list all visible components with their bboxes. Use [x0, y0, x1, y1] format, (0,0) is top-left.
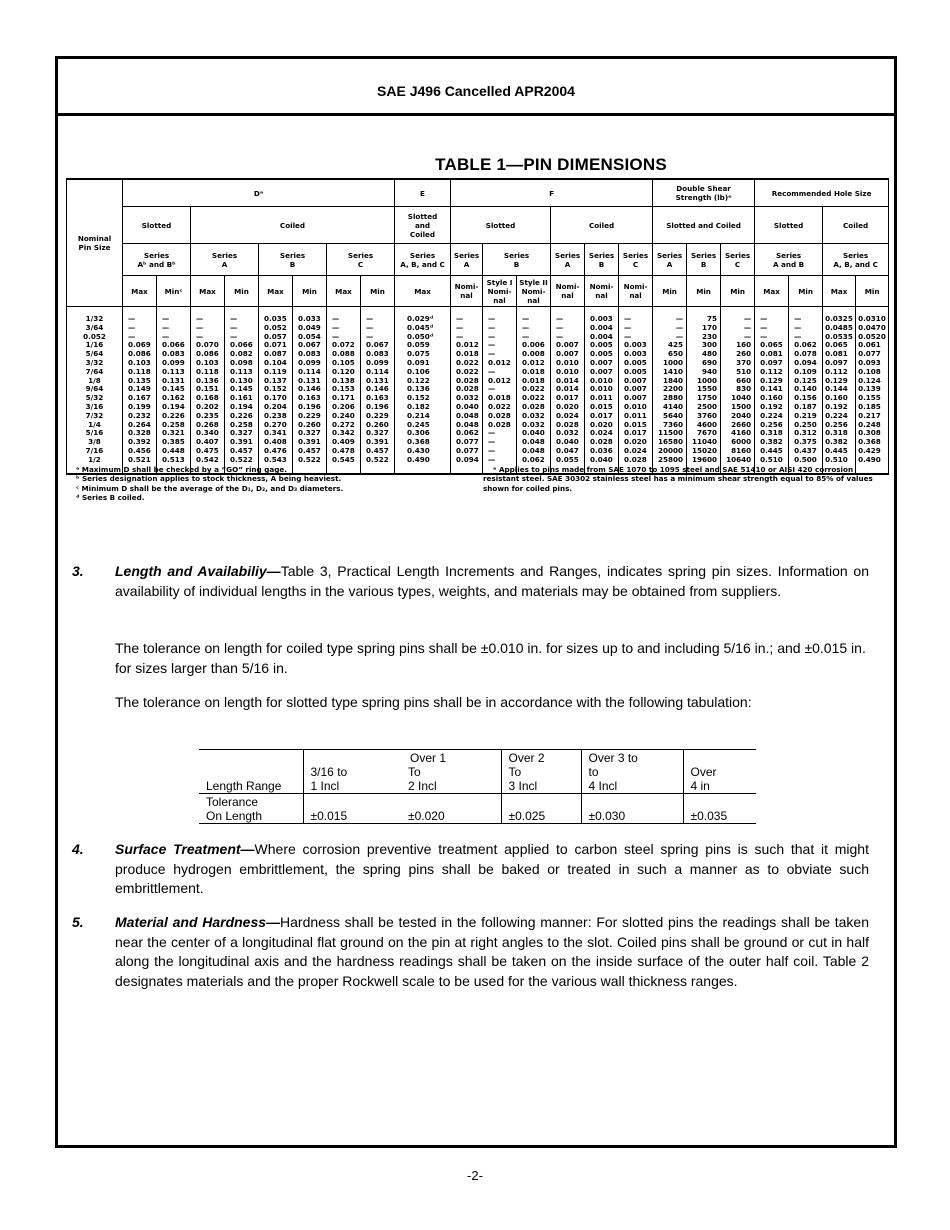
table1-footnotes-left	[76, 465, 476, 503]
col-min: Min	[225, 276, 259, 307]
col-max: Max	[395, 276, 451, 307]
tolerance-4: ±0.030	[581, 794, 683, 824]
section-3-title: Length and Availabiliy—	[115, 563, 281, 579]
d-series-c-header: Series C	[327, 244, 395, 276]
section-3-text: Table 3, Practical Length Increments and Ranges, indicates spring pin sizes. Information on availability of individual lengths in the various types, weights, and materials may be obtained from suppliers.	[115, 563, 869, 599]
col-min: Min	[721, 276, 755, 307]
col-min: Min	[653, 276, 687, 307]
section-4-title: Surface Treatment—	[115, 841, 255, 857]
f-slotted-header: Slotted	[451, 207, 551, 244]
table1-title: TABLE 1—PIN DIMENSIONS	[435, 155, 667, 174]
pin-dimensions-table	[66, 178, 889, 475]
tolerance-5: ±0.035	[683, 794, 756, 824]
footnote-b: ᵇ Series designation applies to stock thickness, A being heaviest.	[76, 474, 342, 484]
d-series-ab-header: Series Aᵇ and Bᵇ	[123, 244, 191, 276]
tolerance-1: ±0.015	[303, 794, 401, 824]
footnote-d: ᵈ Series B coiled.	[76, 493, 145, 503]
d-series-a-header: Series A	[191, 244, 259, 276]
tolerance-3: ±0.025	[501, 794, 581, 824]
section-3-para3: The tolerance on length for slotted type spring pins shall be in accordance with the following tabulation:	[115, 694, 752, 710]
hole-slotted-max: — — — 0.065 0.081 0.097 0.112 0.129 0.141 0.160 0.192 0.224 0.256 0.318 0.382 0.445 0.510	[755, 307, 789, 474]
d-coiled-b-max: 0.035 0.052 0.057 0.071 0.087 0.104 0.119 0.137 0.152 0.170 0.204 0.238 0.270 0.341 0.408 0.476 0.543	[259, 307, 293, 474]
f-coiled-series-b-header: Series B	[585, 244, 619, 276]
document-header	[58, 59, 894, 116]
e-series-abc-header: Series A, B, and C	[395, 244, 451, 276]
section-3-body	[115, 562, 869, 601]
tolerance-label: Tolerance On Length	[199, 794, 303, 824]
nominal-pin-size-header: Nominal Pin Size	[67, 179, 123, 307]
f-coiled-c-nominal: — — — 0.003 0.003 0.005 0.005 0.007 0.007 0.007 0.010 0.011 0.015 0.017 0.020 0.024 0.028	[619, 307, 653, 474]
f-coiled-header: Coiled	[551, 207, 653, 244]
col-style2-nominal: Style II Nomi- nal	[517, 276, 551, 307]
page-frame	[55, 56, 897, 1148]
f-coiled-series-a-header: Series A	[551, 244, 585, 276]
length-range-4: Over 3 to to 4 Incl	[581, 750, 683, 794]
d-slotted-ab-min: — — — 0.066 0.083 0.099 0.113 0.131 0.145 0.162 0.194 0.226 0.258 0.321 0.385 0.448 0.513	[157, 307, 191, 474]
col-max: Max	[755, 276, 789, 307]
hole-series-abc-header: Series A, B, and C	[823, 244, 889, 276]
col-style1-nominal: Style I Nomi- nal	[483, 276, 517, 307]
d-coiled-a-min: — — — 0.066 0.082 0.098 0.113 0.130 0.145 0.161 0.194 0.226 0.258 0.327 0.391 0.457 0.522	[225, 307, 259, 474]
footnote-e-line3: shown for coiled pins.	[483, 483, 573, 493]
table1-footnotes-right	[483, 465, 893, 493]
shear-slotted-coiled-header: Slotted and Coiled	[653, 207, 755, 244]
d-series-b-header: Series B	[259, 244, 327, 276]
d-slotted-header: Slotted	[123, 207, 191, 244]
f-coiled-a-nominal: — — — 0.007 0.007 0.010 0.010 0.014 0.014 0.017 0.020 0.024 0.028 0.032 0.040 0.047 0.055	[551, 307, 585, 474]
length-range-2: Over 1 To 2 Incl	[401, 750, 501, 794]
shear-b-min: 75 170 230 300 480 690 940 1000 1550 1750 2500 3760 4600 7670 11040 15020 19600	[687, 307, 721, 474]
f-slotted-series-b-header: Series B	[483, 244, 551, 276]
col-nominal: Nomi- nal	[619, 276, 653, 307]
group-e-header: E	[395, 179, 451, 207]
length-range-label: Length Range	[199, 750, 303, 794]
footnote-a: ᵃ Maximum D shall be checked by a “GO” ring gage.	[76, 465, 287, 474]
section-3-number: 3.	[72, 563, 84, 579]
section-5-body	[115, 913, 869, 991]
col-max: Max	[259, 276, 293, 307]
f-slotted-b-style1: — — — — — 0.012 — 0.012 — 0.018 0.022 0.028 0.028 — — — —	[483, 307, 517, 474]
hole-slotted-min: — — — 0.062 0.078 0.094 0.109 0.125 0.140 0.156 0.187 0.219 0.250 0.312 0.375 0.437 0.500	[789, 307, 823, 474]
d-coiled-c-min: — — — 0.067 0.083 0.099 0.114 0.131 0.146 0.163 0.196 0.229 0.260 0.327 0.391 0.457 0.522	[361, 307, 395, 474]
col-min: Minᶜ	[157, 276, 191, 307]
d-coiled-a-max: — — — 0.070 0.086 0.103 0.118 0.136 0.151 0.168 0.202 0.235 0.268 0.340 0.407 0.475 0.542	[191, 307, 225, 474]
footnote-e-line2: resistant steel. SAE 30302 stainless steel has a minimum shear strength equal to 85% of values	[483, 474, 873, 484]
col-max: Max	[123, 276, 157, 307]
section-4-body	[115, 840, 869, 899]
f-slotted-series-a-header: Series A	[451, 244, 483, 276]
d-slotted-ab-max: — — — 0.069 0.086 0.103 0.118 0.135 0.149 0.167 0.199 0.232 0.264 0.328 0.392 0.456 0.521	[123, 307, 157, 474]
footnote-e-line1: ᵉ Applies to pins made from SAE 1070 to 1095 steel and SAE 51410 or AISI 420 corrosion	[493, 465, 854, 474]
f-coiled-series-c-header: Series C	[619, 244, 653, 276]
group-d-header: Dᵃ	[123, 179, 395, 207]
length-range-1: 3/16 to 1 Incl	[303, 750, 401, 794]
pin-size-column: 1/32 3/64 0.052 1/16 5/64 3/32 7/64 1/8 9/64 5/32 3/16 7/32 1/4 5/16 3/8 7/16 1/2	[67, 307, 123, 474]
group-shear-header: Double Shear Strength (lb)ᵉ	[653, 179, 755, 207]
tolerance-2: ±0.020	[401, 794, 501, 824]
length-range-3: Over 2 To 3 Incl	[501, 750, 581, 794]
e-slotted-coiled-header: Slotted and Coiled	[395, 207, 451, 244]
d-coiled-b-min: 0.033 0.049 0.054 0.067 0.083 0.099 0.114 0.131 0.146 0.163 0.196 0.229 0.260 0.327 0.391 0.457 0.522	[293, 307, 327, 474]
col-max: Max	[823, 276, 856, 307]
col-min: Min	[856, 276, 889, 307]
col-min: Min	[687, 276, 721, 307]
e-max: 0.029ᵈ 0.045ᵈ 0.050ᵈ 0.059 0.075 0.091 0.106 0.122 0.136 0.152 0.182 0.214 0.245 0.306 0.368 0.430 0.490	[395, 307, 451, 474]
section-5-title: Material and Hardness—	[115, 914, 281, 930]
col-nominal: Nomi- nal	[451, 276, 483, 307]
section-3-para2: The tolerance on length for coiled type spring pins shall be ±0.010 in. for sizes up to and including 5/16 in.; and ±0.015 in. for sizes larger than 5/16 in.	[115, 640, 866, 676]
shear-series-c-header: Series C	[721, 244, 755, 276]
section-5-number: 5.	[72, 914, 84, 930]
f-slotted-b-style2: — — — 0.006 0.008 0.012 0.018 0.018 0.022 0.022 0.028 0.032 0.032 0.040 0.048 0.048 0.062	[517, 307, 551, 474]
shear-c-min: — — — 160 260 370 510 660 830 1040 1500 2040 2660 4160 6000 8160 10640	[721, 307, 755, 474]
d-coiled-c-max: — — — 0.072 0.088 0.105 0.120 0.138 0.153 0.171 0.206 0.240 0.272 0.342 0.409 0.478 0.545	[327, 307, 361, 474]
hole-slotted-header: Slotted	[755, 207, 823, 244]
hole-coiled-min: 0.0310 0.0470 0.0520 0.061 0.077 0.093 0.108 0.124 0.139 0.155 0.185 0.217 0.248 0.308 0.368 0.429 0.490	[856, 307, 889, 474]
group-hole-header: Recommended Hole Size	[755, 179, 889, 207]
shear-series-a-header: Series A	[653, 244, 687, 276]
f-slotted-a-nominal: — — — 0.012 0.018 0.022 0.022 0.028 0.028 0.032 0.040 0.048 0.048 0.062 0.077 0.077 0.094	[451, 307, 483, 474]
hole-coiled-max: 0.0325 0.0485 0.0535 0.065 0.081 0.097 0.112 0.129 0.144 0.160 0.192 0.224 0.256 0.318 0.382 0.445 0.510	[823, 307, 856, 474]
col-min: Min	[789, 276, 823, 307]
section-4-number: 4.	[72, 841, 84, 857]
document-title: SAE J496 Cancelled APR2004	[377, 83, 575, 99]
f-coiled-b-nominal: 0.003 0.004 0.004 0.005 0.005 0.007 0.007 0.010 0.010 0.011 0.015 0.017 0.020 0.024 0.028 0.036 0.040	[585, 307, 619, 474]
shear-series-b-header: Series B	[687, 244, 721, 276]
section-5-text: Hardness shall be tested in the following manner: For slotted pins the readings shall be taken near the center of a longitudinal flat ground on the pin at right angles to the slot. Coiled pins shall be ground or cut in half along the longitudinal axis and the hardness readings shall be taken on the inside surface of the outer half coil. Table 2 designates materials and the proper Rockwell scale to be used for the various wall thickness ranges.	[115, 914, 869, 989]
length-tolerance-table	[199, 749, 756, 824]
shear-a-min: — — — 425 650 1000 1410 1840 2200 2880 4140 5640 7360 11500 16580 20000 25800	[653, 307, 687, 474]
d-coiled-header: Coiled	[191, 207, 395, 244]
group-f-header: F	[451, 179, 653, 207]
hole-coiled-header: Coiled	[823, 207, 889, 244]
col-max: Max	[191, 276, 225, 307]
page-number: -2-	[467, 1168, 483, 1183]
length-range-5: Over 4 in	[683, 750, 756, 794]
col-nominal: Nomi- nal	[551, 276, 585, 307]
col-min: Min	[293, 276, 327, 307]
footnote-c: ᶜ Minimum D shall be the average of the D₁, D₂, and D₃ diameters.	[76, 483, 344, 493]
col-max: Max	[327, 276, 361, 307]
section-4-text: Where corrosion preventive treatment applied to carbon steel spring pins is such that it might produce hydrogen embrittlement, the spring pins shall be baked or treated in such a manner as to obviate such embrittlement.	[115, 841, 869, 896]
col-nominal: Nomi- nal	[585, 276, 619, 307]
hole-series-ab-header: Series A and B	[755, 244, 823, 276]
col-min: Min	[361, 276, 395, 307]
